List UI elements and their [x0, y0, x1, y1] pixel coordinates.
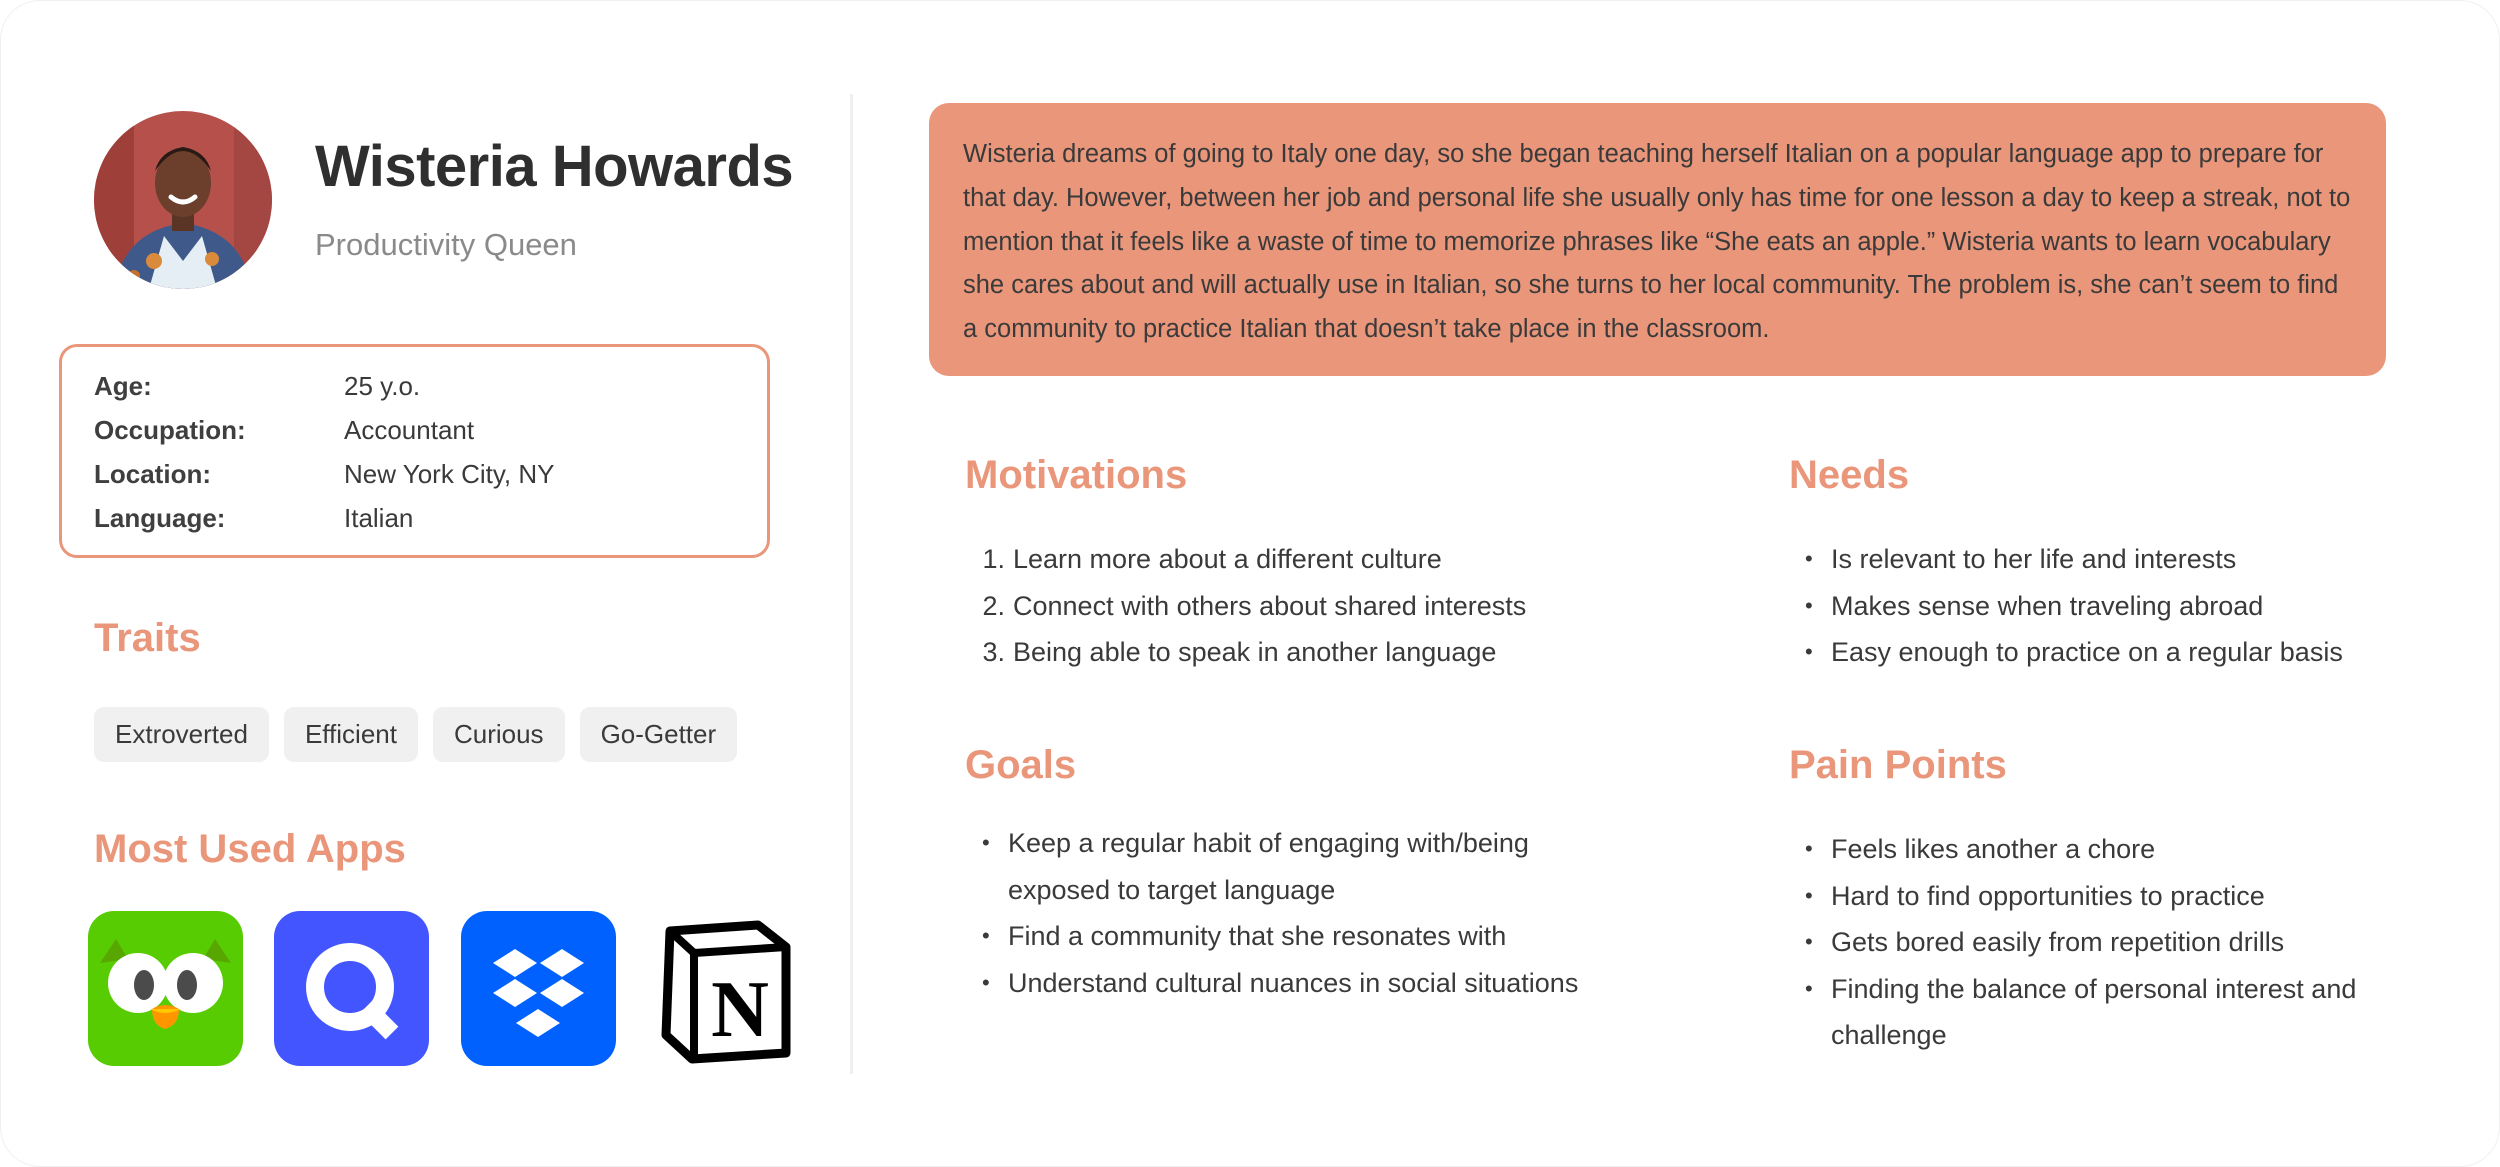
list-item: 3. Being able to speak in another language	[982, 637, 1497, 667]
info-label: Age:	[94, 371, 152, 401]
trait-tag: Extroverted	[94, 707, 269, 762]
info-value: Accountant	[344, 415, 475, 445]
motivations-title: Motivations	[965, 453, 1188, 497]
list-item: • Is relevant to her life and interests	[1805, 544, 2237, 574]
list-item: • Gets bored easily from repetition drills	[1805, 927, 2285, 957]
list-item: • Feels likes another a chore	[1805, 834, 2156, 864]
list-item: • Easy enough to practice on a regular basis	[1805, 637, 2343, 667]
info-label: Language:	[94, 503, 226, 533]
dropbox-icon	[461, 911, 616, 1066]
info-value: Italian	[344, 503, 414, 533]
list-item: 1. Learn more about a different culture	[982, 544, 1442, 574]
goals-title: Goals	[965, 743, 1077, 787]
apps-list	[88, 911, 798, 1068]
list-item: 2. Connect with others about shared interests	[982, 590, 1527, 621]
persona-name: Wisteria Howards	[315, 134, 794, 199]
info-value: 25 y.o.	[344, 371, 421, 401]
apps-title: Most Used Apps	[94, 827, 406, 871]
traits-list	[94, 707, 737, 762]
persona-subtitle: Productivity Queen	[315, 227, 577, 262]
list-item: • Find a community that she resonates with	[982, 921, 1507, 951]
needs-title: Needs	[1789, 453, 1910, 497]
needs-list	[1789, 536, 2409, 676]
column-divider	[850, 94, 853, 1074]
duolingo-icon	[88, 911, 243, 1066]
pain-points-list	[1789, 826, 2389, 1059]
quizlet-icon	[274, 911, 429, 1066]
goals-list	[966, 820, 1586, 1006]
traits-title: Traits	[94, 616, 201, 660]
list-item: • Understand cultural nuances in social situations	[982, 967, 1579, 998]
info-label: Occupation:	[94, 415, 246, 445]
list-item: • Hard to find opportunities to practice	[1805, 880, 2265, 911]
list-item: • Keep a regular habit of engaging with/being exposed to target language	[982, 828, 1529, 905]
pain-points-title: Pain Points	[1789, 743, 2007, 787]
motivations-list	[971, 536, 1691, 676]
trait-tag: Go-Getter	[580, 707, 738, 762]
notion-icon	[648, 911, 803, 1066]
avatar	[94, 111, 272, 289]
info-label: Location:	[94, 459, 211, 489]
trait-tag: Efficient	[284, 707, 418, 762]
persona-story: Wisteria dreams of going to Italy one day, so she began teaching herself Italian on a popular language app to prepare for that day. However, between her job and personal life she usually only has time for one lesson a day to keep a streak, not to mention that it feels like a waste of time to memorize phrases like “She eats an apple.” Wisteria wants to learn vocabulary she cares about and will actually use in Italian, so she turns to her local community. The problem is, she can’t seem to find a community to practice Italian that doesn’t take place in the classroom.	[929, 103, 2386, 376]
svg-text:N: N	[711, 966, 769, 1054]
trait-tag: Curious	[433, 707, 565, 762]
info-value: New York City, NY	[344, 459, 555, 489]
list-item: • Makes sense when traveling abroad	[1805, 590, 2264, 621]
list-item: • Finding the balance of personal interest and challenge	[1805, 973, 2357, 1050]
